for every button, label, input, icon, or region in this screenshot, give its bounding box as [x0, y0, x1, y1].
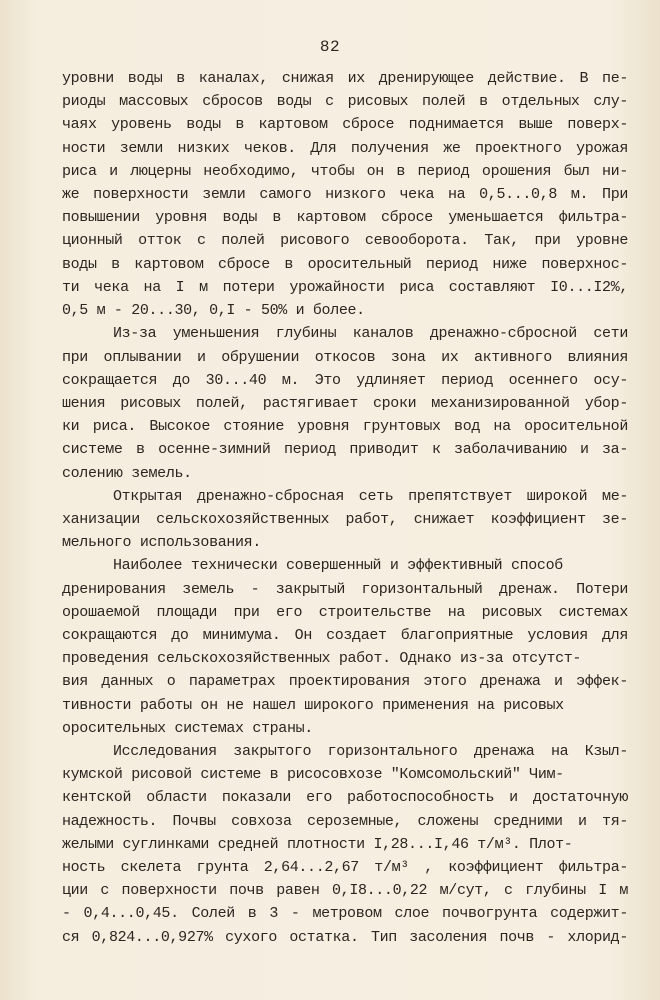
text-line: ти чека на I м потери урожайности риса составляют I0...I2%,: [62, 279, 628, 296]
text-line: оросительных системах страны.: [62, 720, 313, 737]
text-line: шения рисовых полей, растягивает сроки механизированной убор-: [62, 395, 628, 412]
text-line: чаях уровень воды в картовом сбросе поднимается выше поверх-: [62, 116, 628, 133]
text-line: при оплывании и обрушении откосов зона их активного влияния: [62, 349, 628, 366]
text-line: 0,5 м - 20...30, 0,I - 50% и более.: [62, 302, 365, 319]
text-line: кентской области показали его работоспособность и достаточную: [62, 789, 628, 806]
paragraph-first-line: Из-за уменьшения глубины каналов дренажно-сбросной сети: [113, 325, 628, 342]
paragraph-first-line: Исследования закрытого горизонтального дренажа на Кзыл-: [113, 743, 628, 760]
text-line: ся 0,824...0,927% сухого остатка. Тип засоления почв - хлорид-: [62, 929, 628, 946]
text-line: сокращаются до минимума. Он создает благоприятные условия для: [62, 627, 628, 644]
paragraph-first-line: Открытая дренажно-сбросная сеть препятствует широкой ме-: [113, 488, 628, 505]
text-line: риса и люцерны необходимо, чтобы он в период орошения был ни-: [62, 163, 628, 180]
text-line: - 0,4...0,45. Солей в 3 - метровом слое почвогрунта содержит-: [62, 905, 628, 922]
text-line: сокращается до 30...40 м. Это удлиняет период осеннего осу-: [62, 372, 628, 389]
text-line: надежность. Почвы совхоза сероземные, сложены средними и тя-: [62, 813, 628, 830]
paragraph-first-line: Наиболее технически совершенный и эффективный способ: [113, 557, 563, 574]
text-line: системе в осенне-зимний период приводит к заболачиванию и за-: [62, 441, 628, 458]
text-line: воды в картовом сбросе в оросительный период ниже поверхнос-: [62, 256, 628, 273]
text-line: тивности работы он не нашел широкого применения на рисовых: [62, 697, 564, 714]
text-line: дренирования земель - закрытый горизонтальный дренаж. Потери: [62, 581, 628, 598]
text-line: орошаемой площади при его строительстве на рисовых системах: [62, 604, 628, 621]
text-line: ность скелета грунта 2,64...2,67 т/м³ , коэффициент фильтра-: [62, 859, 628, 876]
text-line: желыми суглинками средней плотности I,28...I,46 т/м³. Плот-: [62, 836, 573, 853]
text-line: ки риса. Высокое стояние уровня грунтовых вод на оросительной: [62, 418, 628, 435]
text-line: кумской рисовой системе в рисосовхозе "Комсомольский" Чим-: [62, 766, 564, 783]
text-line: солению земель.: [62, 465, 192, 482]
page-number: 82: [319, 38, 341, 56]
text-line: ности земли низких чеков. Для получения же проектного урожая: [62, 140, 628, 157]
text-line: риоды массовых сбросов воды с рисовых полей в отдельных слу-: [62, 93, 628, 110]
text-line: ханизации сельскохозяйственных работ, снижает коэффициент зе-: [62, 511, 628, 528]
text-line: же поверхности земли самого низкого чека на 0,5...0,8 м. При: [62, 186, 628, 203]
text-line: вия данных о параметрах проектирования этого дренажа и эффек-: [62, 673, 628, 690]
text-line: проведения сельскохозяйственных работ. Однако из-за отсутст-: [62, 650, 582, 667]
text-line: уровни воды в каналах, снижая их дренирующее действие. В пе-: [62, 70, 628, 87]
text-line: ции с поверхности почв равен 0,I8...0,22 м/сут, с глубины I м: [62, 882, 628, 899]
text-line: ционный отток с полей рисового севооборота. Так, при уровне: [62, 232, 628, 249]
text-line: мельного использования.: [62, 534, 261, 551]
text-line: повышении уровня воды в картовом сбросе уменьшается фильтра-: [62, 209, 628, 226]
